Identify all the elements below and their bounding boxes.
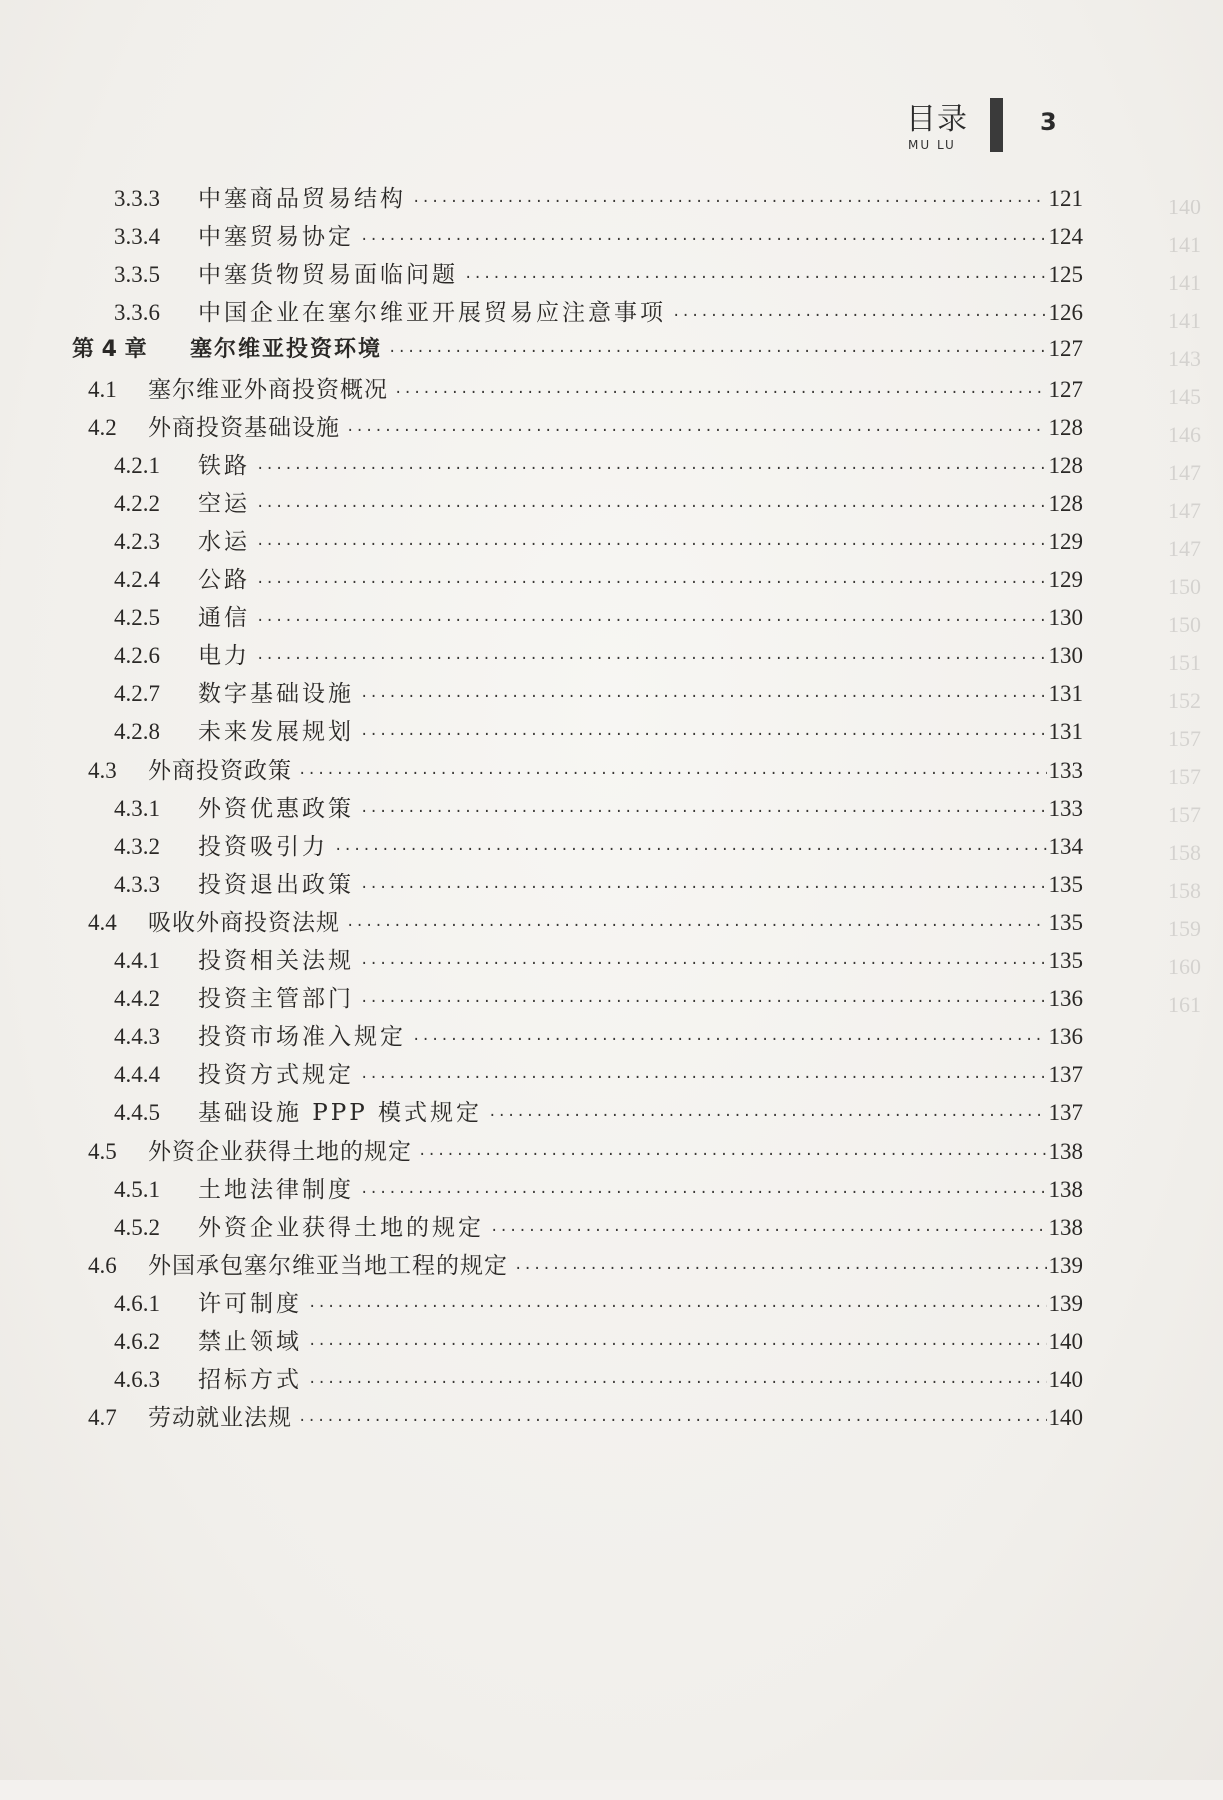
toc-entry bbox=[114, 599, 1083, 635]
bleed-through-number: 157 bbox=[1168, 764, 1201, 789]
dot-leader bbox=[488, 1108, 1046, 1124]
toc-entry-title: 外商投资基础设施 bbox=[148, 414, 340, 441]
bleed-through-number: 141 bbox=[1168, 270, 1201, 295]
toc-entry bbox=[114, 485, 1083, 521]
toc-entry bbox=[114, 447, 1083, 483]
toc-entry bbox=[114, 866, 1083, 902]
toc-entry-title: 许可制度 bbox=[198, 1290, 302, 1317]
toc-entry-number: 4.6.2 bbox=[114, 1329, 160, 1354]
dot-leader bbox=[256, 461, 1047, 477]
toc-entry-title: 未来发展规划 bbox=[198, 719, 354, 746]
toc-entry-number: 4.3.2 bbox=[114, 833, 160, 859]
dot-leader bbox=[490, 1223, 1047, 1239]
dot-leader bbox=[514, 1261, 1047, 1277]
toc-entry-number: 4.5.1 bbox=[114, 1176, 160, 1202]
toc-entry-page: 133 bbox=[1048, 757, 1083, 783]
toc-entry bbox=[114, 1285, 1083, 1321]
bleed-through-number: 150 bbox=[1168, 612, 1201, 637]
toc-entry bbox=[88, 1247, 1083, 1283]
toc-entry-title: 中塞商品贸易结构 bbox=[198, 186, 406, 212]
dot-leader bbox=[308, 1375, 1047, 1391]
toc-entry-title: 铁路 bbox=[198, 452, 250, 479]
bleed-through-number: 158 bbox=[1168, 878, 1201, 903]
toc-entry-page: 137 bbox=[1048, 1062, 1083, 1088]
toc-entry-page: 138 bbox=[1048, 1214, 1083, 1240]
toc-entry-title: 数字基础设施 bbox=[198, 681, 354, 708]
toc-entry-title: 招标方式 bbox=[198, 1367, 302, 1394]
toc-entry-number: 4.5 bbox=[88, 1138, 117, 1164]
bleed-through-number: 140 bbox=[1168, 200, 1201, 219]
toc-entry bbox=[114, 980, 1083, 1016]
toc-entry bbox=[88, 371, 1083, 407]
dot-leader bbox=[308, 1299, 1047, 1315]
toc-entry-number: 3.3.5 bbox=[114, 262, 160, 288]
bleed-through-number: 141 bbox=[1168, 232, 1201, 257]
toc-entry-number: 4.3.1 bbox=[114, 795, 160, 821]
dot-leader bbox=[360, 689, 1047, 705]
toc-entry-page: 126 bbox=[1048, 300, 1083, 326]
toc-entry bbox=[114, 256, 1083, 292]
toc-entry-title: 中塞贸易协定 bbox=[198, 224, 354, 251]
toc-entry-number: 4.2.1 bbox=[114, 452, 160, 478]
toc-entry bbox=[88, 409, 1083, 445]
toc-entry bbox=[114, 1018, 1083, 1054]
header-title: 目录 bbox=[906, 102, 968, 137]
dot-leader bbox=[308, 1337, 1047, 1353]
toc-entry-page: 131 bbox=[1048, 681, 1083, 707]
toc-entry-number: 4.2 bbox=[88, 414, 117, 440]
toc-entry bbox=[88, 1133, 1083, 1169]
toc-entry-title: 通信 bbox=[198, 605, 250, 632]
bleed-through-number: 150 bbox=[1168, 574, 1201, 599]
toc-entry-number: 4.2.7 bbox=[114, 681, 160, 707]
toc-entry-number: 4.3 bbox=[88, 757, 117, 783]
toc-entry-page: 129 bbox=[1048, 528, 1083, 554]
toc-entry bbox=[114, 561, 1083, 597]
toc-entry-number: 3.3.3 bbox=[114, 186, 160, 211]
dot-leader bbox=[360, 727, 1047, 743]
toc-entry-page: 138 bbox=[1048, 1176, 1083, 1202]
dot-leader bbox=[346, 423, 1047, 439]
toc-entry-title: 空运 bbox=[198, 490, 250, 517]
toc-entry-number: 4.4 bbox=[88, 909, 117, 935]
bleed-through-number: 145 bbox=[1168, 384, 1201, 409]
dot-leader bbox=[360, 994, 1047, 1010]
bleed-through-number: 157 bbox=[1168, 802, 1201, 827]
toc-entry-number: 4.4.3 bbox=[114, 1024, 160, 1050]
toc-entry-page: 135 bbox=[1048, 909, 1083, 935]
bleed-through-number: 147 bbox=[1168, 536, 1201, 561]
toc-entry-title: 水运 bbox=[198, 528, 250, 555]
toc-entry-page: 128 bbox=[1048, 452, 1083, 478]
toc-entry bbox=[114, 713, 1083, 749]
bleed-through-number: 161 bbox=[1168, 992, 1201, 1017]
toc-entry-title: 劳动就业法规 bbox=[148, 1405, 292, 1432]
toc-entry-page: 129 bbox=[1048, 567, 1083, 592]
bleed-through-number: 159 bbox=[1168, 916, 1201, 941]
toc-entry-title: 中国企业在塞尔维亚开展贸易应注意事项 bbox=[198, 300, 666, 327]
bleed-through-number: 141 bbox=[1168, 308, 1201, 333]
dot-leader bbox=[298, 766, 1047, 782]
bleed-through-number: 157 bbox=[1168, 726, 1201, 751]
toc-entry bbox=[114, 1094, 1083, 1130]
toc-entry bbox=[114, 294, 1083, 330]
toc-entry-title: 投资退出政策 bbox=[198, 871, 354, 898]
dot-leader bbox=[394, 385, 1047, 401]
toc-entry-title: 外资企业获得土地的规定 bbox=[198, 1214, 484, 1241]
header-subtitle: MU LU bbox=[908, 138, 956, 152]
toc-entry-page: 137 bbox=[1048, 1100, 1083, 1126]
toc-entry-number: 3.3.4 bbox=[114, 224, 160, 250]
toc-entry-number: 4.2.8 bbox=[114, 719, 160, 745]
toc-entry-title: 投资主管部门 bbox=[198, 986, 354, 1013]
toc-entry-page: 133 bbox=[1048, 795, 1083, 821]
page-number: 3 bbox=[1040, 108, 1057, 136]
dot-leader bbox=[464, 270, 1047, 286]
toc-entry-number: 4.4.2 bbox=[114, 986, 160, 1012]
toc-entry-number: 4.3.3 bbox=[114, 871, 160, 897]
toc-entry bbox=[114, 942, 1083, 978]
toc-entry-page: 121 bbox=[1048, 186, 1083, 211]
dot-leader bbox=[256, 537, 1047, 553]
toc-entry bbox=[114, 790, 1083, 826]
toc-entry-page: 135 bbox=[1048, 871, 1083, 897]
toc-entry-number: 4.4.4 bbox=[114, 1062, 160, 1088]
bleed-through-number: 146 bbox=[1168, 422, 1201, 447]
toc-entry bbox=[114, 523, 1083, 559]
toc-entry-page: 131 bbox=[1048, 719, 1083, 745]
toc-entry-title: 公路 bbox=[198, 567, 250, 593]
bleed-through-number: 147 bbox=[1168, 498, 1201, 523]
toc-entry-page: 134 bbox=[1048, 833, 1083, 859]
toc-entry bbox=[88, 904, 1083, 940]
bleed-through-shadow bbox=[1120, 200, 1223, 1800]
toc-entry-page: 136 bbox=[1048, 986, 1083, 1012]
toc-entry-number: 4.1 bbox=[88, 376, 117, 402]
dot-leader bbox=[256, 575, 1047, 591]
toc-entry-number: 4.7 bbox=[88, 1405, 117, 1431]
toc-entry-page: 128 bbox=[1048, 414, 1083, 440]
toc-entry-number: 4.6 bbox=[88, 1252, 117, 1278]
bleed-through-number: 147 bbox=[1168, 460, 1201, 485]
dot-leader bbox=[298, 1413, 1047, 1429]
toc-entry-title: 基础设施 PPP 模式规定 bbox=[198, 1100, 483, 1127]
toc-entry-title: 外资优惠政策 bbox=[198, 795, 354, 822]
toc-entry bbox=[114, 1361, 1083, 1397]
toc-entry bbox=[114, 180, 1083, 216]
dot-leader bbox=[360, 1070, 1047, 1086]
dot-leader bbox=[360, 232, 1047, 248]
toc-entry-page: 139 bbox=[1048, 1290, 1083, 1316]
dot-leader bbox=[360, 956, 1047, 972]
dot-leader bbox=[256, 651, 1047, 667]
dot-leader bbox=[256, 613, 1047, 629]
toc-entry bbox=[114, 675, 1083, 711]
toc-entry-page: 140 bbox=[1048, 1367, 1083, 1393]
toc-entry bbox=[114, 218, 1083, 254]
toc-entry-number: 4.2.4 bbox=[114, 567, 160, 592]
dot-leader bbox=[360, 804, 1047, 820]
dot-leader bbox=[360, 880, 1047, 896]
toc-entry-title: 投资相关法规 bbox=[198, 948, 354, 974]
toc-entry-page: 124 bbox=[1048, 224, 1083, 250]
toc-entry-number: 4.4.1 bbox=[114, 948, 160, 973]
toc-entry-page: 140 bbox=[1048, 1329, 1083, 1354]
toc-entry-number: 4.4.5 bbox=[114, 1100, 160, 1126]
toc-entry bbox=[114, 1209, 1083, 1245]
dot-leader bbox=[334, 842, 1047, 858]
page-header bbox=[900, 94, 1180, 164]
toc-entry-page: 125 bbox=[1048, 262, 1083, 288]
toc-entry bbox=[114, 1056, 1083, 1092]
toc-entry-title: 外国承包塞尔维亚当地工程的规定 bbox=[148, 1252, 508, 1279]
toc-entry-number: 4.2.2 bbox=[114, 490, 160, 516]
bleed-through-number: 158 bbox=[1168, 840, 1201, 865]
toc-entry-title: 土地法律制度 bbox=[198, 1176, 354, 1203]
toc-entry-page: 139 bbox=[1048, 1252, 1083, 1278]
toc-entry-page: 138 bbox=[1048, 1138, 1083, 1164]
bleed-through-number: 151 bbox=[1168, 650, 1201, 675]
toc-entry-number: 3.3.6 bbox=[114, 300, 160, 326]
dot-leader bbox=[418, 1147, 1047, 1163]
toc-entry-number: 第 4 章 bbox=[72, 337, 147, 363]
dot-leader bbox=[672, 308, 1047, 324]
toc-entry bbox=[114, 1171, 1083, 1207]
toc-entry-title: 禁止领域 bbox=[198, 1329, 302, 1355]
toc-entry-title: 电力 bbox=[198, 643, 250, 670]
toc-entry-page: 140 bbox=[1048, 1405, 1083, 1431]
dot-leader bbox=[256, 499, 1047, 515]
bleed-through-number: 152 bbox=[1168, 688, 1201, 713]
dot-leader bbox=[388, 344, 1046, 360]
toc-entry-page: 130 bbox=[1048, 605, 1083, 631]
toc-entry-number: 4.5.2 bbox=[114, 1214, 160, 1240]
toc-entry-title: 吸收外商投资法规 bbox=[148, 909, 340, 936]
toc-entry-title: 投资市场准入规定 bbox=[198, 1024, 406, 1051]
toc-entry bbox=[88, 1399, 1083, 1435]
toc-entry-page: 127 bbox=[1048, 336, 1083, 362]
toc-entry-number: 4.6.1 bbox=[114, 1290, 160, 1316]
toc-entry-title: 外资企业获得土地的规定 bbox=[148, 1138, 412, 1165]
toc-entry-title: 塞尔维亚外商投资概况 bbox=[148, 376, 388, 403]
toc-entry-title: 投资吸引力 bbox=[198, 833, 328, 860]
toc-entry bbox=[72, 332, 1083, 368]
toc-entry-page: 130 bbox=[1048, 643, 1083, 669]
dot-leader bbox=[360, 1185, 1047, 1201]
toc-entry-number: 4.2.5 bbox=[114, 605, 160, 631]
toc-entry bbox=[114, 637, 1083, 673]
toc-entry-page: 136 bbox=[1048, 1024, 1083, 1050]
dot-leader bbox=[412, 1032, 1047, 1048]
header-divider-bar bbox=[990, 98, 1003, 152]
toc-entry-number: 4.6.3 bbox=[114, 1367, 160, 1393]
toc-entry-title: 塞尔维亚投资环境 bbox=[190, 337, 383, 363]
toc-entry bbox=[114, 1323, 1083, 1359]
bleed-through-number: 143 bbox=[1168, 346, 1201, 371]
toc-entry-title: 中塞货物贸易面临问题 bbox=[198, 262, 458, 289]
toc-entry-number: 4.2.6 bbox=[114, 643, 160, 669]
toc-entry-number: 4.2.3 bbox=[114, 528, 160, 554]
dot-leader bbox=[346, 918, 1047, 934]
toc-entry-title: 外商投资政策 bbox=[148, 757, 292, 784]
toc-entry-title: 投资方式规定 bbox=[198, 1062, 354, 1089]
dot-leader bbox=[412, 194, 1047, 210]
toc-entry-page: 127 bbox=[1048, 376, 1083, 402]
bleed-through-number: 160 bbox=[1168, 954, 1201, 979]
toc-entry bbox=[88, 752, 1083, 788]
toc-entry-page: 135 bbox=[1048, 948, 1083, 973]
toc-entry bbox=[114, 828, 1083, 864]
toc-entry-page: 128 bbox=[1048, 490, 1083, 516]
